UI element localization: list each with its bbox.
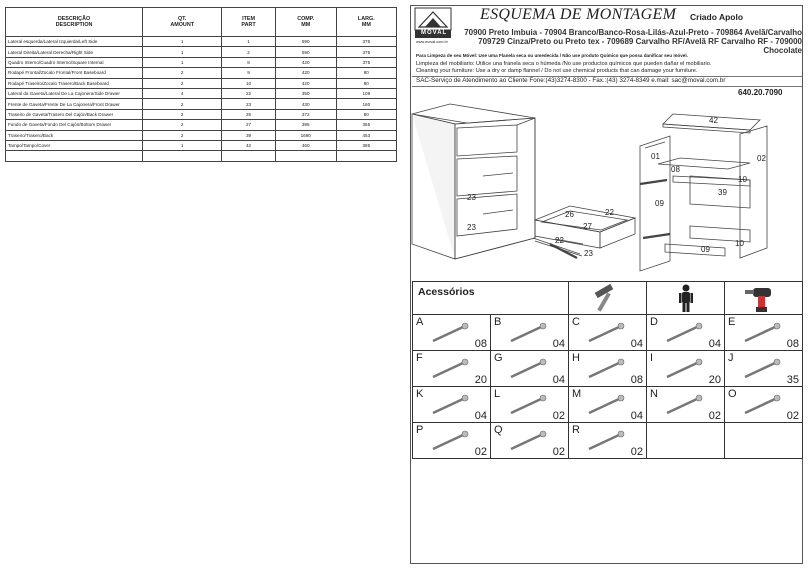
table-row <box>6 120 397 130</box>
part-label: 39 <box>718 188 727 197</box>
part-label: 09 <box>701 245 710 254</box>
accessory-cell <box>491 423 569 459</box>
accessories-grid <box>412 281 803 459</box>
table-row <box>6 109 397 119</box>
accessories-row <box>413 315 803 351</box>
cleaning-es: Limpieza del mobiliario: Utilice una franela seca o húmeda /No use productos químicos que pueden dañar el mobiliario. <box>416 60 712 67</box>
table-cell-qty: 2 <box>143 120 222 130</box>
accessory-quantity: 04 <box>552 338 565 350</box>
table-cell-larg: 80 <box>336 68 396 78</box>
accessory-letter: J <box>728 352 734 364</box>
table-cell-comp: 420 <box>275 68 336 78</box>
accessory-quantity: 08 <box>630 374 643 386</box>
cleaning-pt: Para Limpeza de seu Móvel: Use uma Flanela seca ou umedecida / Não use produto Químico que possa danificar seu móvel. <box>416 53 688 58</box>
table-cell-empty <box>275 151 336 161</box>
accessory-quantity: 02 <box>630 446 643 458</box>
table-cell-desc: Quadro Interno/Cuadro Interno/Square Internal <box>6 57 143 67</box>
part-label: 23 <box>467 223 476 232</box>
table-cell-desc: Tampo/Tampo/Cover <box>6 140 143 150</box>
table-cell-larg: 375 <box>336 57 396 67</box>
table-row <box>6 37 397 47</box>
accessory-cell <box>647 315 725 351</box>
accessory-cell <box>725 387 803 423</box>
table-cell-comp: 460 <box>275 140 336 150</box>
table-cell-larg: 385 <box>336 140 396 150</box>
accessory-cell <box>569 423 647 459</box>
header-width: LARG. MM <box>336 8 396 37</box>
accessory-letter: G <box>494 352 503 364</box>
table-cell-comp: 1690 <box>275 130 336 140</box>
accessory-letter: P <box>416 424 424 436</box>
part-label: 02 <box>757 154 766 163</box>
part-label: 08 <box>671 165 680 174</box>
divider <box>412 86 802 87</box>
table-row <box>6 68 397 78</box>
table-cell-empty <box>143 151 222 161</box>
accessory-letter: M <box>572 388 582 400</box>
table-cell-larg: 109 <box>336 88 396 98</box>
parts-table <box>5 7 397 162</box>
table-cell-qty: 2 <box>143 78 222 88</box>
page-title: ESQUEMA DE MONTAGEM <box>480 6 677 23</box>
part-label: 09 <box>655 199 664 208</box>
accessory-cell <box>413 387 491 423</box>
table-cell-desc: Lateral Direita/Lateral Derecha/Right Side <box>6 47 143 57</box>
accessory-quantity: 08 <box>474 338 487 350</box>
table-cell-desc: Rodapé Traseiro/Zocalo Trasero/Back Baseboard <box>6 78 143 88</box>
table-cell-empty <box>6 151 143 161</box>
accessory-cell <box>491 315 569 351</box>
parts-table-header <box>6 8 397 37</box>
table-cell-item: 10 <box>222 78 275 88</box>
accessory-quantity: 08 <box>786 338 799 350</box>
table-cell-comp: 372 <box>275 109 336 119</box>
table-cell-comp: 590 <box>275 47 336 57</box>
product-variants <box>452 28 802 55</box>
accessory-cell-empty <box>647 423 725 459</box>
table-row <box>6 88 397 98</box>
table-cell-desc: Lateral esquerda/Lateral Izquierda/Left Side <box>6 37 143 47</box>
brand-name: MOVAL <box>421 30 448 36</box>
part-label: 22 <box>555 236 564 245</box>
header-description: DESCRIÇÃO DESCRIPTION <box>6 8 143 37</box>
accessory-cell <box>647 387 725 423</box>
accessory-quantity: 04 <box>630 338 643 350</box>
accessory-cell <box>569 315 647 351</box>
accessory-letter: A <box>416 316 424 328</box>
accessory-quantity: 02 <box>708 410 721 422</box>
part-label: 10 <box>738 175 747 184</box>
accessory-quantity: 04 <box>552 374 565 386</box>
accessory-cell <box>725 315 803 351</box>
table-row <box>6 78 397 88</box>
accessory-quantity: 20 <box>708 374 721 386</box>
part-label: 23 <box>467 193 476 202</box>
part-label: 22 <box>605 208 614 217</box>
table-cell-qty: 1 <box>143 37 222 47</box>
drill-icon <box>725 282 803 315</box>
accessory-cell <box>569 351 647 387</box>
table-cell-larg: 375 <box>336 37 396 47</box>
table-cell-larg: 453 <box>336 130 396 140</box>
table-cell-item: 26 <box>222 109 275 119</box>
part-label: 27 <box>583 222 592 231</box>
table-cell-comp: 420 <box>275 78 336 88</box>
part-label: 23 <box>584 249 593 258</box>
accessories-row <box>413 387 803 423</box>
table-cell-item: 9 <box>222 68 275 78</box>
accessory-quantity: 04 <box>630 410 643 422</box>
table-row <box>6 57 397 67</box>
accessory-letter: L <box>494 388 501 400</box>
accessories-header-row <box>413 282 803 315</box>
accessory-letter: F <box>416 352 423 364</box>
accessory-letter: I <box>650 352 654 364</box>
accessory-cell <box>413 423 491 459</box>
table-cell-desc: Rodapé Frontal/Zocalo Frontal/Front Baseboard <box>6 68 143 78</box>
table-cell-qty: 2 <box>143 68 222 78</box>
table-cell-item: 42 <box>222 140 275 150</box>
table-cell-item: 1 <box>222 37 275 47</box>
table-cell-qty: 1 <box>143 57 222 67</box>
accessory-cell <box>413 315 491 351</box>
table-cell-larg: 355 <box>336 120 396 130</box>
part-label: 10 <box>735 239 744 248</box>
table-cell-item: 22 <box>222 88 275 98</box>
table-cell-qty: 2 <box>143 99 222 109</box>
accessory-quantity: 02 <box>786 410 799 422</box>
customer-service: SAC-Serviço de Atendimento ao Cliente Fone:(43)3274-8300 - Fax.:(43) 3274-8349 e.mail: sac@moval.com.br <box>416 77 726 84</box>
part-label: 01 <box>651 152 660 161</box>
table-cell-qty: 1 <box>143 140 222 150</box>
accessory-letter: N <box>650 388 658 400</box>
table-cell-item: 39 <box>222 130 275 140</box>
table-cell-desc: Lateral da Gaveta/Lateral De La Cajonera/Side Drawer <box>6 88 143 98</box>
table-cell-empty <box>222 151 275 161</box>
variants-line-2: 709729 Cinza/Preto ou Preto tex - 709689 Carvalho RF/Avelã RF Carvalho RF - 709000 Chocolate <box>478 37 802 55</box>
table-cell-larg: 375 <box>336 47 396 57</box>
header-amount: QT. AMOUNT <box>143 8 222 37</box>
accessory-quantity: 35 <box>786 374 799 386</box>
tool-cell-hammer <box>569 282 647 315</box>
tool-cell-drill <box>725 282 803 315</box>
table-cell-qty: 2 <box>143 109 222 119</box>
table-row-empty <box>6 151 397 161</box>
table-cell-qty: 2 <box>143 130 222 140</box>
accessory-cell <box>491 351 569 387</box>
accessory-quantity: 02 <box>474 446 487 458</box>
person-icon <box>647 282 725 315</box>
table-cell-larg: 80 <box>336 109 396 119</box>
accessory-letter: B <box>494 316 502 328</box>
variants-line-1: 70900 Preto Imbuia - 70904 Branco/Banco-Rosa-Lilás-Azul-Preto - 709864 Avelã/Carvalho <box>464 28 802 37</box>
accessory-quantity: 02 <box>552 446 565 458</box>
brand-logo <box>414 7 452 39</box>
tool-cell-person <box>647 282 725 315</box>
accessory-letter: O <box>728 388 737 400</box>
accessories-row <box>413 351 803 387</box>
table-row <box>6 140 397 150</box>
table-cell-desc: Traseiro/Trasero/Back <box>6 130 143 140</box>
table-row <box>6 47 397 57</box>
cleaning-en: Cleaning your furniture: Use a dry or damp flannel / Do not use chemical products that can damage your furniture. <box>416 68 698 75</box>
header-part: ITEM PART <box>222 8 275 37</box>
accessory-letter: Q <box>494 424 503 436</box>
product-code: 640.20.7090 <box>738 88 783 97</box>
header-length: COMP. MM <box>275 8 336 37</box>
table-cell-comp: 590 <box>275 37 336 47</box>
accessories-row <box>413 423 803 459</box>
table-cell-larg: 160 <box>336 99 396 109</box>
part-label: 42 <box>709 116 718 125</box>
accessories-title-cell <box>413 282 569 315</box>
accessory-letter: E <box>728 316 736 328</box>
table-row <box>6 130 397 140</box>
table-cell-item: 23 <box>222 99 275 109</box>
table-row <box>6 99 397 109</box>
table-cell-item: 8 <box>222 57 275 67</box>
brand-url: www.moval.com.br <box>416 40 448 44</box>
accessory-letter: K <box>416 388 424 400</box>
accessory-quantity: 02 <box>552 410 565 422</box>
table-cell-empty <box>336 151 396 161</box>
table-cell-qty: 4 <box>143 88 222 98</box>
cleaning-instructions <box>416 52 711 76</box>
table-cell-qty: 1 <box>143 47 222 57</box>
accessories-title: Acessórios <box>418 286 475 298</box>
hammer-icon <box>569 282 647 315</box>
accessory-cell-empty <box>725 423 803 459</box>
table-cell-comp: 395 <box>275 120 336 130</box>
table-cell-larg: 80 <box>336 78 396 88</box>
accessory-letter: R <box>572 424 580 436</box>
table-cell-desc: Fundo de Gaveta/Fondo Del Cajón/Bottom Drawer <box>6 120 143 130</box>
table-cell-item: 2 <box>222 47 275 57</box>
accessory-cell <box>569 387 647 423</box>
product-name: Criado Apolo <box>690 12 744 22</box>
accessory-cell <box>725 351 803 387</box>
table-cell-comp: 420 <box>275 57 336 67</box>
table-cell-desc: Frente de Gaveta/Frente De La Cajonera/Front Drawer <box>6 99 143 109</box>
accessory-cell <box>413 351 491 387</box>
accessory-letter: C <box>572 316 580 328</box>
assembly-diagram <box>405 96 805 278</box>
table-cell-comp: 430 <box>275 99 336 109</box>
accessory-quantity: 04 <box>708 338 721 350</box>
accessory-quantity: 04 <box>474 410 487 422</box>
accessory-cell <box>491 387 569 423</box>
table-cell-item: 27 <box>222 120 275 130</box>
table-cell-desc: Traseiro de Gaveta/Trasero Del Cajón/Back Drawer <box>6 109 143 119</box>
part-label: 26 <box>565 210 574 219</box>
table-cell-comp: 350 <box>275 88 336 98</box>
accessory-cell <box>647 351 725 387</box>
accessory-letter: H <box>572 352 580 364</box>
accessory-quantity: 20 <box>474 374 487 386</box>
accessory-letter: D <box>650 316 658 328</box>
